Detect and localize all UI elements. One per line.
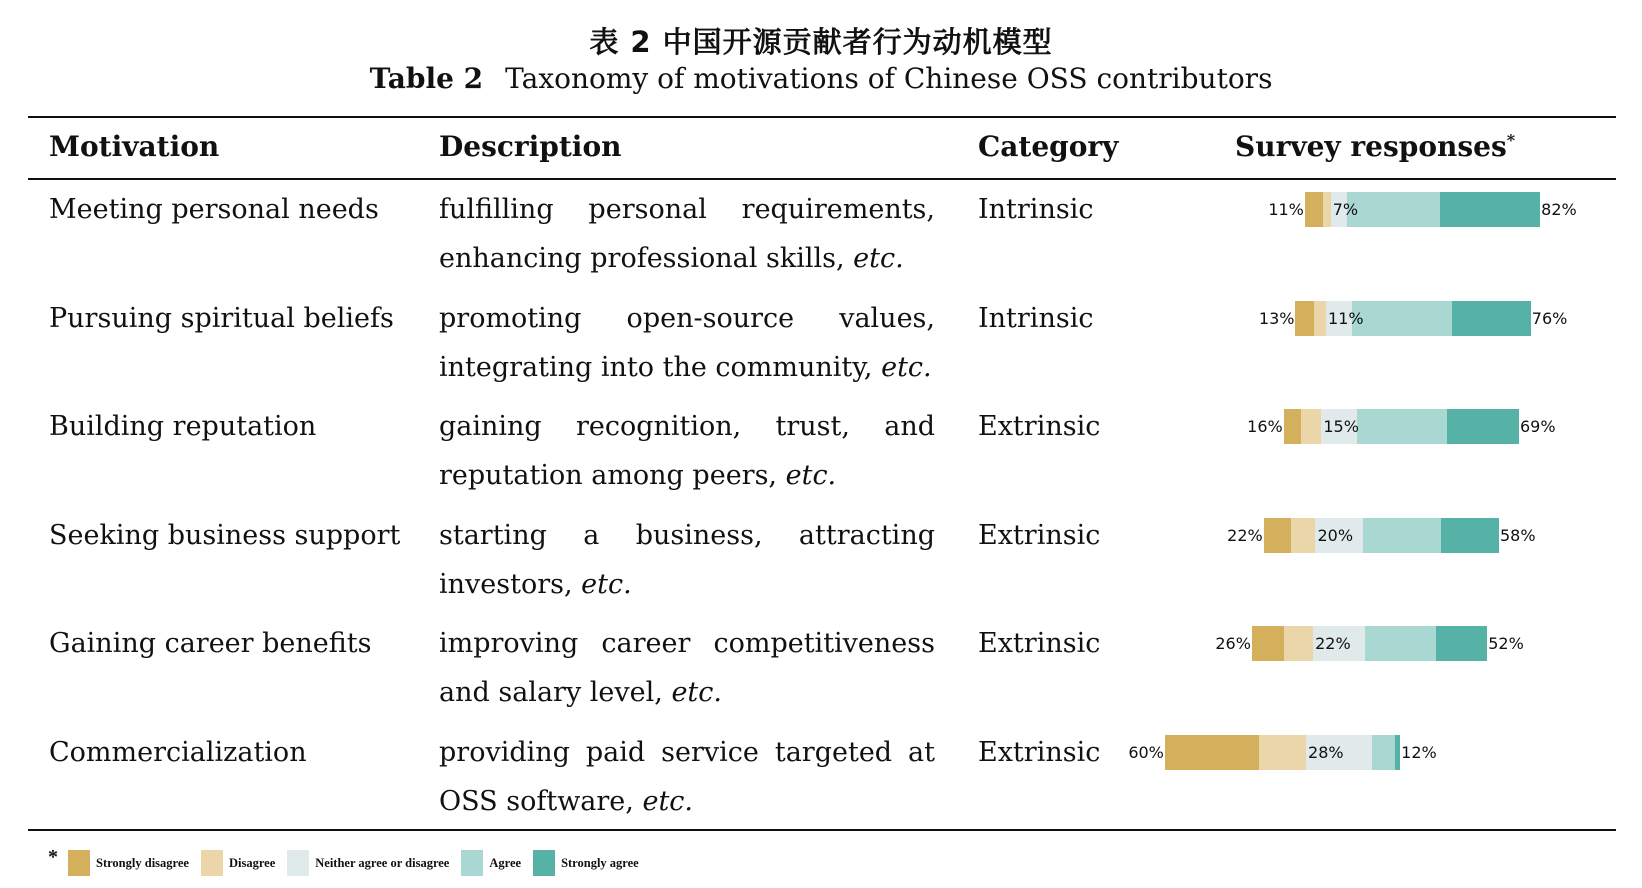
motivation-cell xyxy=(49,185,379,234)
legend-item xyxy=(68,850,189,876)
description-text: promoting open-source values, integrating into the community, xyxy=(439,302,935,383)
description-cell xyxy=(439,728,935,826)
category-text: Extrinsic xyxy=(978,736,1101,768)
label-neutral: 28% xyxy=(1308,742,1344,762)
motivation-cell xyxy=(49,402,316,451)
legend-footnote-mark: * xyxy=(48,845,58,868)
motivation-text: Gaining career benefits xyxy=(49,628,372,659)
motivation-text: Building reputation xyxy=(49,411,317,442)
category-cell xyxy=(978,728,1100,777)
header-rule xyxy=(28,178,1616,180)
label-disagree: 11% xyxy=(1268,200,1304,219)
motivation-cell xyxy=(49,619,372,668)
description-cell xyxy=(439,402,935,500)
legend-label: Neither agree or disagree xyxy=(315,855,450,870)
category-text: Extrinsic xyxy=(978,411,1101,442)
bar-segment-strongly-agree xyxy=(1452,301,1531,336)
survey-bar xyxy=(1268,192,1577,227)
footnote-mark: * xyxy=(1506,130,1516,150)
category-text: Extrinsic xyxy=(978,519,1101,551)
survey-bar xyxy=(1258,301,1568,336)
legend-swatch xyxy=(461,850,483,876)
legend-label: Strongly disagree xyxy=(96,855,189,870)
motivation-text: Meeting personal needs xyxy=(49,194,379,225)
label-disagree: 16% xyxy=(1247,417,1283,436)
bar-segment-strongly-agree xyxy=(1440,192,1540,227)
label-agree: 76% xyxy=(1531,308,1568,328)
survey-bar xyxy=(1247,409,1556,444)
bar-segment-agree xyxy=(1357,409,1448,444)
header-survey-label: Survey responses xyxy=(1235,130,1507,163)
bar-segment-agree xyxy=(1363,518,1442,553)
motivation-cell xyxy=(49,294,394,343)
motivation-text: Seeking business support xyxy=(49,519,401,551)
table-label: Table 2 xyxy=(369,62,484,95)
motivation-cell xyxy=(49,511,400,560)
bar-segment-strongly-agree xyxy=(1441,518,1499,553)
label-neutral: 20% xyxy=(1317,525,1354,545)
etc-text: etc. xyxy=(881,351,932,383)
label-neutral: 7% xyxy=(1332,200,1359,219)
description-text: starting a business, attracting investors, xyxy=(439,519,935,600)
legend-swatch xyxy=(287,850,309,876)
bar-segment-strongly-disagree xyxy=(1284,409,1302,444)
category-cell xyxy=(978,511,1100,560)
description-cell xyxy=(439,294,935,392)
label-agree: 12% xyxy=(1401,742,1437,762)
header-motivation: Motivation xyxy=(49,130,220,163)
top-rule xyxy=(28,116,1616,118)
bar-segment-agree xyxy=(1372,735,1396,770)
survey-bar xyxy=(1215,626,1524,661)
label-agree: 52% xyxy=(1488,634,1524,653)
bar-segment-strongly-disagree xyxy=(1252,626,1284,661)
table-caption-english xyxy=(0,62,1642,95)
category-cell xyxy=(978,294,1093,343)
category-cell xyxy=(978,185,1093,234)
label-disagree: 22% xyxy=(1227,525,1263,545)
bar-segment-agree xyxy=(1352,301,1452,336)
label-agree: 69% xyxy=(1520,417,1556,436)
table-caption-chinese: 表 2 中国开源贡献者行为动机模型 xyxy=(589,25,1053,59)
etc-text: etc. xyxy=(785,460,837,491)
bottom-rule xyxy=(28,829,1616,831)
label-agree: 58% xyxy=(1500,525,1536,545)
bar-segment-disagree xyxy=(1259,735,1306,770)
label-neutral: 11% xyxy=(1328,308,1364,328)
label-neutral: 22% xyxy=(1315,634,1351,653)
description-cell xyxy=(439,619,935,717)
bar-segment-disagree xyxy=(1301,409,1321,444)
category-text: Extrinsic xyxy=(978,628,1101,659)
description-text: fulfilling personal requirements, enhancing professional skills, xyxy=(439,194,935,274)
bar-segment-agree xyxy=(1347,192,1440,227)
legend-label: Disagree xyxy=(228,855,276,870)
label-disagree: 60% xyxy=(1128,742,1164,762)
category-cell xyxy=(978,402,1100,451)
legend-swatch xyxy=(201,850,223,876)
bar-segment-agree xyxy=(1365,626,1436,661)
bar-segment-strongly-agree xyxy=(1447,409,1519,444)
legend-item xyxy=(201,850,275,876)
legend-item xyxy=(287,850,449,876)
motivation-cell xyxy=(49,728,307,777)
header-description: Description xyxy=(439,130,622,163)
survey-bar xyxy=(1227,518,1536,553)
header-survey-responses xyxy=(1235,130,1515,163)
etc-text: etc. xyxy=(642,785,694,817)
label-disagree: 26% xyxy=(1215,634,1251,653)
category-cell xyxy=(978,619,1100,668)
bar-segment-strongly-disagree xyxy=(1264,518,1291,553)
etc-text: etc. xyxy=(853,243,904,274)
legend-label: Strongly agree xyxy=(561,855,639,870)
bar-segment-strongly-agree xyxy=(1395,735,1400,770)
description-text: improving career competitiveness and salary level, xyxy=(439,628,935,708)
legend-item xyxy=(533,850,639,876)
category-text: Intrinsic xyxy=(978,194,1094,225)
bar-segment-strongly-disagree xyxy=(1165,735,1259,770)
survey-bar xyxy=(1128,735,1437,770)
label-disagree: 13% xyxy=(1258,308,1295,328)
header-category: Category xyxy=(978,130,1119,163)
etc-text: etc. xyxy=(581,568,632,600)
etc-text: etc. xyxy=(671,677,722,708)
bar-segment-disagree xyxy=(1323,192,1331,227)
bar-segment-disagree xyxy=(1314,301,1326,336)
label-neutral: 15% xyxy=(1323,417,1359,436)
bar-segment-disagree xyxy=(1291,518,1315,553)
description-text: gaining recognition, trust, and reputation among peers, xyxy=(439,411,935,491)
bar-segment-disagree xyxy=(1284,626,1313,661)
legend-label: Agree xyxy=(489,855,522,870)
category-text: Intrinsic xyxy=(978,302,1094,334)
description-cell xyxy=(439,185,935,283)
motivation-text: Commercialization xyxy=(49,736,307,768)
description-text: providing paid service targeted at OSS software, xyxy=(439,736,935,817)
bar-segment-strongly-disagree xyxy=(1305,192,1323,227)
table-title: Taxonomy of motivations of Chinese OSS contributors xyxy=(505,62,1273,95)
motivation-text: Pursuing spiritual beliefs xyxy=(49,302,394,334)
legend-swatch xyxy=(533,850,555,876)
legend xyxy=(48,845,651,876)
bar-segment-strongly-agree xyxy=(1436,626,1487,661)
legend-item xyxy=(461,850,521,876)
description-cell xyxy=(439,511,935,609)
label-agree: 82% xyxy=(1541,200,1577,219)
legend-swatch xyxy=(68,850,90,876)
bar-segment-strongly-disagree xyxy=(1295,301,1313,336)
